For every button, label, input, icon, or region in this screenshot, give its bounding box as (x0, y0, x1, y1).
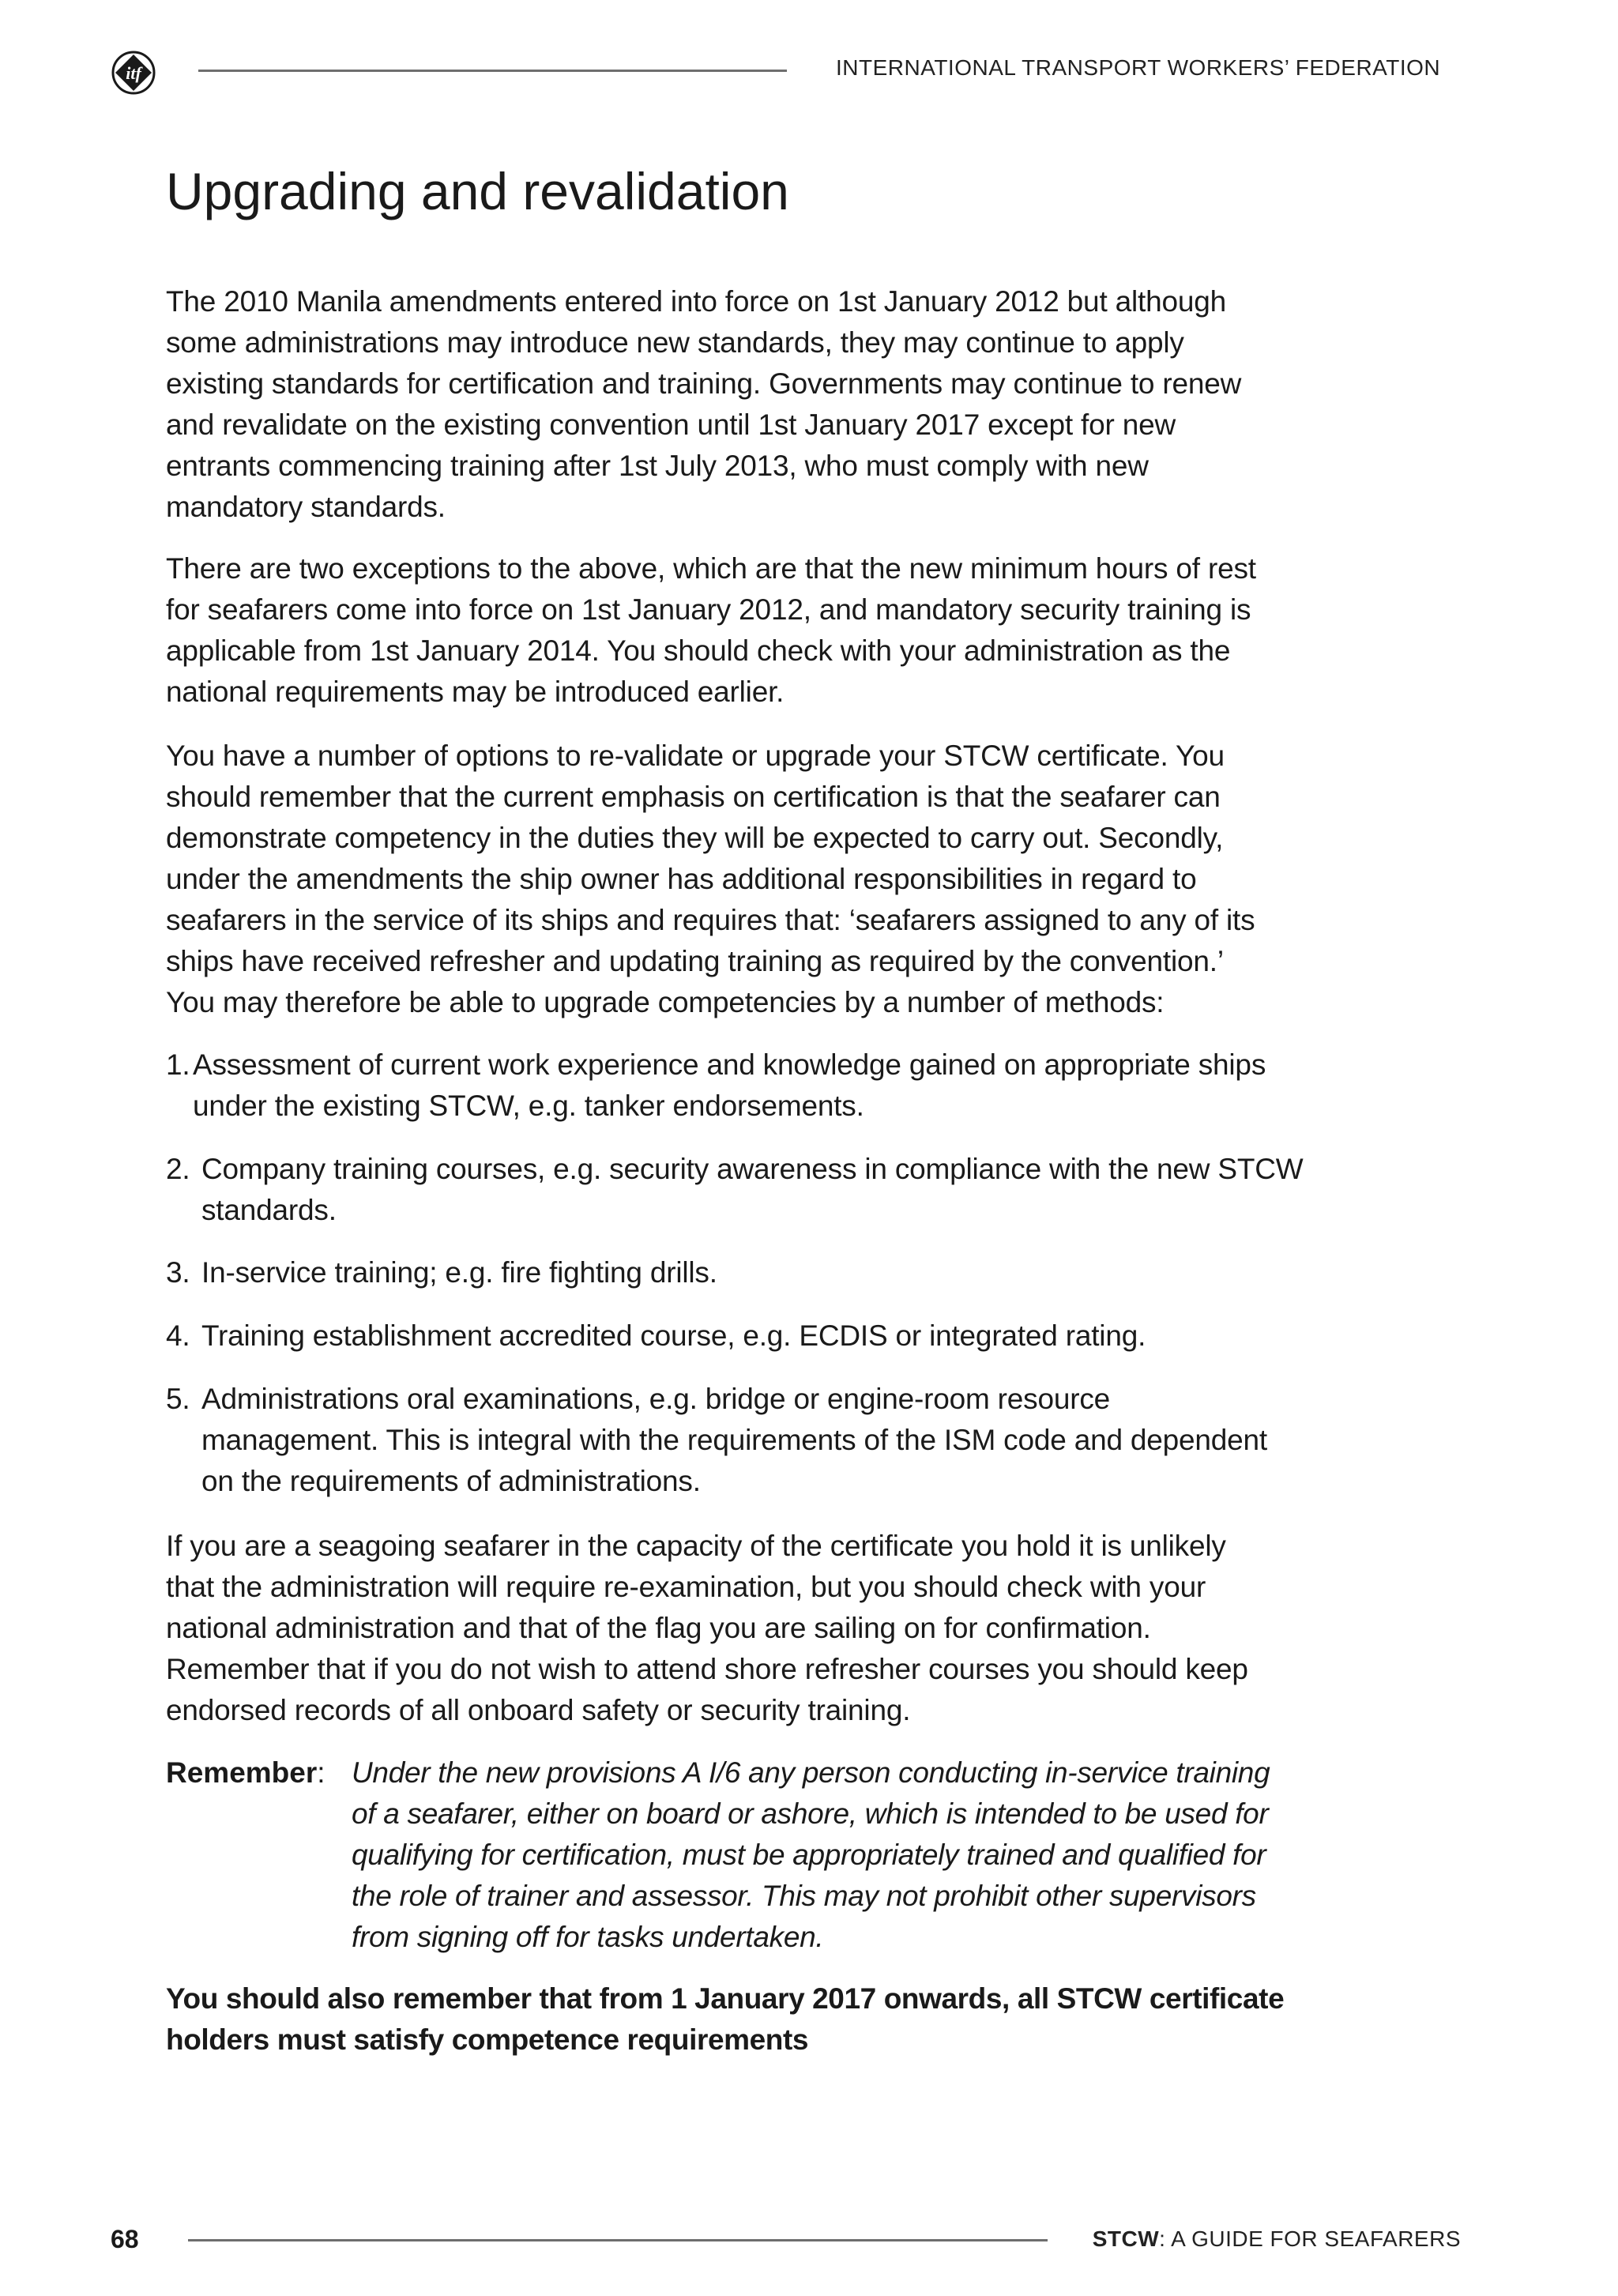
text-line: national requirements may be introduced earlier. (166, 676, 785, 708)
text-line: Company training courses, e.g. security awareness in compliance with the new STCW (201, 1153, 1304, 1185)
remember-label-text: Remember (166, 1756, 318, 1789)
text-line: on the requirements of administrations. (201, 1465, 701, 1497)
text-line: If you are a seagoing seafarer in the capacity of the certificate you hold it is unlikely (166, 1530, 1226, 1562)
text-line: seafarers in the service of its ships and requires that: ‘seafarers assigned to any of its (166, 904, 1255, 936)
text-line: Remember that if you do not wish to attend shore refresher courses you should keep (166, 1653, 1248, 1685)
bold-note (166, 1978, 1284, 2061)
text-line: ships have received refresher and updating training as required by the convention.’ (166, 945, 1224, 977)
text-line: holders must satisfy competence requirements (166, 2023, 809, 2056)
list-number: 1. (166, 1048, 190, 1081)
page-number: 68 (111, 2225, 139, 2253)
text-line: In-service training; e.g. fire fighting drills. (201, 1256, 717, 1289)
text-line: Training establishment accredited course, e.g. ECDIS or integrated rating. (201, 1319, 1146, 1352)
svg-text:itf: itf (126, 63, 141, 83)
remember-colon: : (317, 1756, 325, 1789)
text-line: Assessment of current work experience and knowledge gained on appropriate ships (193, 1048, 1266, 1081)
text-line: that the administration will require re-examination, but you should check with your (166, 1571, 1206, 1603)
paragraph-1 (166, 281, 1241, 528)
text-line: You may therefore be able to upgrade competencies by a number of methods: (166, 986, 1165, 1018)
text-line: some administrations may introduce new standards, they may continue to apply (166, 326, 1184, 359)
footer-rule (188, 2239, 1048, 2241)
text-line: You have a number of options to re-validate or upgrade your STCW certificate. You (166, 740, 1225, 772)
text-line: should remember that the current emphasis on certification is that the seafarer can (166, 781, 1221, 813)
text-line: There are two exceptions to the above, which are that the new minimum hours of rest (166, 552, 1256, 585)
header-org-name: INTERNATIONAL TRANSPORT WORKERS’ FEDERATION (836, 55, 1441, 80)
text-line: management. This is integral with the requirements of the ISM code and dependent (201, 1424, 1268, 1456)
text-line: existing standards for certification and training. Governments may continue to renew (166, 367, 1242, 400)
list-number: 4. (166, 1319, 190, 1352)
remember-note (352, 1752, 1270, 1958)
text-line: The 2010 Manila amendments entered into force on 1st January 2012 but although (166, 285, 1226, 318)
text-line: qualifying for certification, must be appropriately trained and qualified for (352, 1839, 1266, 1871)
paragraph-2 (166, 548, 1256, 713)
text-line: applicable from 1st January 2014. You should check with your administration as the (166, 634, 1231, 667)
list-number: 2. (166, 1153, 190, 1185)
text-line: Administrations oral examinations, e.g. bridge or engine-room resource (201, 1383, 1111, 1415)
text-line: Under the new provisions A I/6 any person conducting in-service training (352, 1756, 1270, 1789)
remember-label (166, 1752, 325, 1794)
text-line: You should also remember that from 1 January 2017 onwards, all STCW certificate (166, 1982, 1285, 2015)
footer-publication-title (1093, 2226, 1461, 2252)
text-line: from signing off for tasks undertaken. (352, 1921, 824, 1953)
paragraph-4 (166, 1526, 1248, 1731)
text-line: mandatory standards. (166, 491, 446, 523)
text-line: and revalidate on the existing convention until 1st January 2017 except for new (166, 408, 1176, 441)
page-title: Upgrading and revalidation (166, 162, 789, 220)
list-number: 3. (166, 1256, 190, 1289)
text-line: national administration and that of the flag you are sailing on for confirmation. (166, 1612, 1151, 1644)
text-line: for seafarers come into force on 1st January 2012, and mandatory security training is (166, 593, 1251, 626)
footer-title-bold: STCW (1092, 2226, 1160, 2251)
text-line: entrants commencing training after 1st July 2013, who must comply with new (166, 450, 1149, 482)
text-line: under the existing STCW, e.g. tanker endorsements. (193, 1090, 864, 1122)
text-line: standards. (201, 1194, 337, 1226)
text-line: the role of trainer and assessor. This may not prohibit other supervisors (352, 1880, 1256, 1912)
text-line: under the amendments the ship owner has additional responsibilities in regard to (166, 863, 1197, 895)
text-line: demonstrate competency in the duties they will be expected to carry out. Secondly, (166, 822, 1224, 854)
footer-title-rest: : A GUIDE FOR SEAFARERS (1159, 2226, 1461, 2251)
text-line: endorsed records of all onboard safety or security training. (166, 1694, 911, 1726)
itf-logo (111, 51, 156, 95)
text-line: of a seafarer, either on board or ashore, which is intended to be used for (352, 1797, 1269, 1830)
paragraph-3 (166, 736, 1255, 1023)
list-number: 5. (166, 1383, 190, 1415)
header-rule (198, 70, 787, 72)
